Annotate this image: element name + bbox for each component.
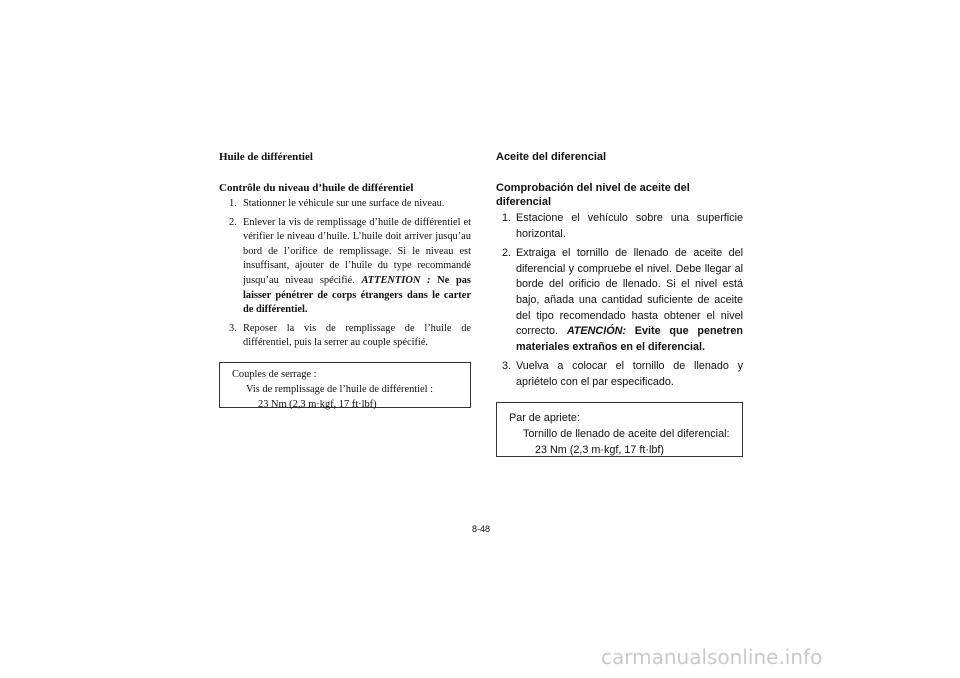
step-number: 2. [229,216,237,228]
caution-text: Evite que penetren materiales extraños en el diferencial. [516,325,743,353]
page-number: 8-48 [471,524,490,534]
step-text: Stationner le véhicule sur une surface de niveau. [243,198,445,209]
step-text: Estacione el vehículo sobre una superficie horizontal. [516,212,743,240]
spec-heading: Par de apriete: [509,411,580,424]
step-text: Reposer la vis de remplissage de l’huile de différentiel, puis la serrer au couple spécifié. [243,322,471,349]
steps-list-fr [219,197,471,351]
step-es-3 [496,359,743,390]
section-title-fr: Huile de différentiel [219,151,313,163]
step-fr-2 [219,216,471,318]
spec-value: 23 Nm (2,3 m·kgf, 17 ft·lbf) [258,398,377,410]
step-text: Vuelva a colocar el tornillo de llenado y apriételo con el par especificado. [516,360,743,388]
spec-item: Tornillo de llenado de aceite del diferencial: [523,427,730,440]
torque-spec-box-fr [219,362,471,408]
step-fr-1 [219,197,471,212]
caution-text: Ne pas laisser pénétrer de corps étrangers dans le carter de différentiel. [243,274,471,316]
subsection-title-es: Comprobación del nivel de aceite del diferencial [496,182,690,208]
caution-label: ATENCIÓN: [566,325,626,338]
step-es-1 [496,211,743,242]
step-text: Enlever la vis de remplissage d’huile de différentiel et vérifier le niveau d’huile. L’huile doit arriver jusqu’au bord de l’orifice de remplissage. Si le niveau est insuffisant, ajouter de l’huile du type recommandé jusqu’au niveau spécifié. [243,216,471,286]
step-es-2 [496,246,743,355]
step-number: 1. [229,198,237,209]
step-number: 3. [229,322,237,334]
torque-spec-box-es [496,402,743,457]
steps-list-es [496,211,743,391]
subsection-title-fr: Contrôle du niveau d’huile de différentiel [219,182,414,194]
step-fr-3 [219,322,471,351]
spanish-column [496,150,743,457]
french-column [219,150,471,408]
spec-value: 23 Nm (2,3 m·kgf, 17 ft·lbf) [535,443,664,456]
spec-heading: Couples de serrage : [232,368,317,380]
caution-label: ATTENTION : [361,274,431,286]
step-text: Extraiga el tornillo de llenado de aceite del diferencial y compruebe el nivel. Debe llegar al borde del orificio de llenado. Si el nivel está bajo, añada una cantidad suficiente de aceite del tipo recomendado hasta obtener el nivel correcto. [516,247,743,338]
section-title-es: Aceite del diferencial [496,151,607,163]
step-number: 1. [502,212,512,224]
spec-item: Vis de remplissage de l’huile de différentiel : [246,383,434,395]
step-number: 2. [502,247,512,260]
watermark: carmanualsonline.info [601,645,823,669]
step-number: 3. [502,360,512,373]
